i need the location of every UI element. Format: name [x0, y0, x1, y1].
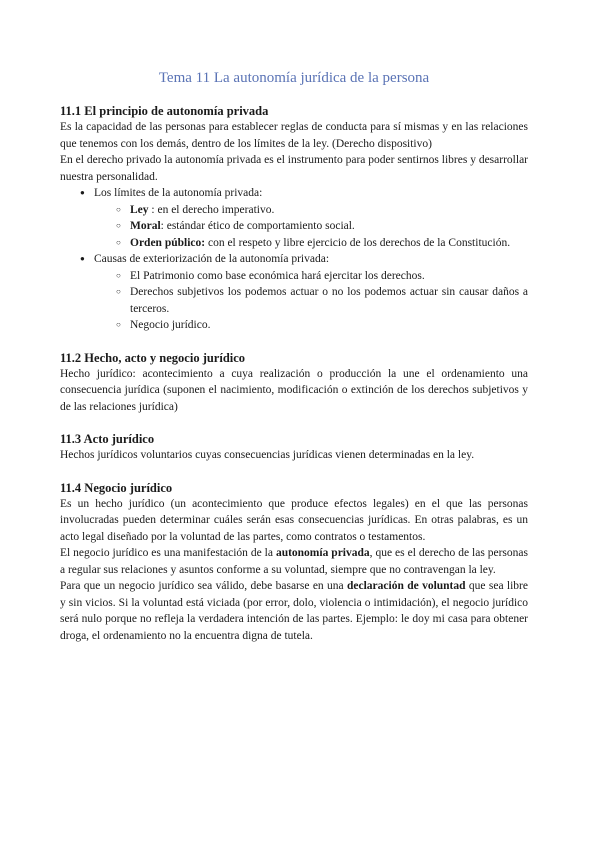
sub-bullet-item: [116, 218, 528, 235]
paragraph: [60, 578, 528, 644]
bullet-text: Causas de exteriorización de la autonomía privada:: [94, 253, 330, 265]
sub-bullet-item: ○ Derechos subjetivos los podemos actuar o no los podemos actuar sin causar daños a terceros.: [116, 284, 528, 317]
bullet-item: [80, 185, 528, 251]
section-11-1: [60, 103, 528, 334]
text-run: que sea libre y sin vicios. Si la voluntad está viciada (por error, dolo, violencia o intimidación), el negocio jurídico será nulo porque no refleja la verdadera intención de las partes. Ejemplo: le doy mi casa para obtener droga, el ordenamiento no la encuentra digna de tutela.: [60, 580, 528, 642]
paragraph: Es un hecho jurídico (un acontecimiento que produce efectos legales) en el que las personas involucradas pueden determinar cuáles serán esas consecuencias jurídicas. En otras palabras, es un acto legal diseñado por la voluntad de las partes, como contratos o testamentos.: [60, 497, 528, 543]
document-title: Tema 11 La autonomía jurídica de la persona: [158, 70, 430, 86]
term-description: : en el derecho imperativo.: [148, 203, 275, 216]
section-11-2: [60, 350, 528, 416]
text-run: , que es el derecho de las personas a regular sus relaciones y asuntos conforme a su voluntad, siempre que no contravengan la ley.: [60, 547, 528, 576]
term: Orden público:: [130, 236, 206, 249]
bullet-item: [80, 251, 528, 334]
paragraph: En el derecho privado la autonomía privada es el instrumento para poder sentirnos libres y desarrollar nuestra personalidad.: [60, 154, 528, 183]
paragraph: Hecho jurídico: acontecimiento a cuya realización o producción la une el ordenamiento una consecuencia jurídica (suponen el nacimiento, modificación o extinción de los derechos subjetivos y de las relaciones jurídica): [60, 367, 528, 413]
text-run: Para que un negocio jurídico sea válido, debe basarse en una: [60, 580, 347, 592]
paragraph: Hechos jurídicos voluntarios cuyas consecuencias jurídicas vienen determinadas en la ley.: [60, 449, 475, 461]
sub-bullet-item: ○ Negocio jurídico.: [116, 317, 528, 334]
section-11-4: [60, 480, 528, 645]
paragraph: Es la capacidad de las personas para establecer reglas de conducta para sí mismas y en las relaciones que tenemos con los demás, dentro de los límites de la ley. (Derecho dispositivo): [60, 121, 528, 150]
sub-bullet-list: [94, 268, 528, 334]
term-description: con el respeto y libre ejercicio de los derechos de la Constitución.: [205, 236, 511, 249]
bullet-text: Los límites de la autonomía privada:: [94, 187, 263, 199]
term: Moral: [130, 220, 161, 232]
section-heading: 11.1 El principio de autonomía privada: [60, 104, 269, 118]
sub-bullet-list: [94, 202, 528, 252]
term-description: : estándar ético de comportamiento social.: [160, 220, 355, 232]
section-heading: 11.3 Acto jurídico: [60, 432, 155, 446]
sub-bullet-item: [116, 202, 528, 219]
bold-term: declaración de voluntad: [347, 580, 466, 592]
section-heading: 11.2 Hecho, acto y negocio jurídico: [60, 350, 246, 365]
sub-bullet-item: [116, 235, 528, 252]
sub-bullet-item: ○ El Patrimonio como base económica hará ejercitar los derechos.: [116, 268, 528, 285]
paragraph: [60, 545, 528, 578]
text-run: El negocio jurídico es una manifestación de la: [60, 547, 276, 559]
bold-term: autonomía privada: [275, 547, 370, 559]
term: Ley: [130, 203, 149, 216]
section-heading: 11.4 Negocio jurídico: [60, 480, 173, 495]
bullet-list: [60, 185, 528, 334]
section-11-3: [60, 431, 528, 464]
